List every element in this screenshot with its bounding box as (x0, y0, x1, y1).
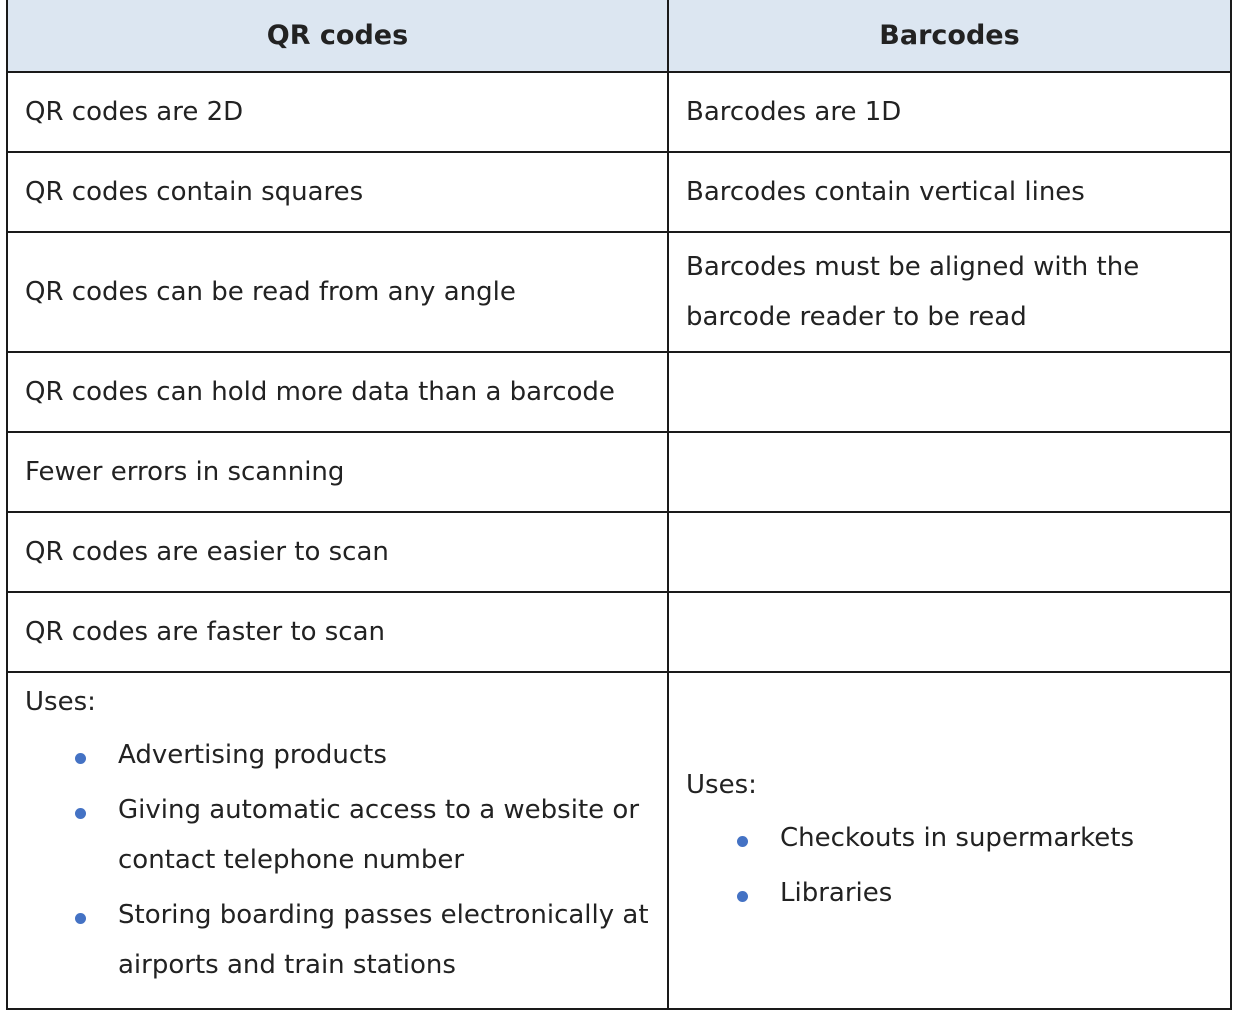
header-qr-codes: QR codes (7, 0, 668, 72)
bullet-icon (737, 891, 748, 902)
table-row (7, 592, 1231, 672)
list-item-text: Libraries (780, 878, 893, 908)
qr-cell: Fewer errors in scanning (7, 432, 668, 512)
bullet-icon (75, 913, 86, 924)
qr-vs-barcode-table (6, 0, 1232, 1010)
table-row (7, 352, 1231, 432)
barcode-uses-list (686, 813, 1230, 918)
bullet-icon (75, 753, 86, 764)
qr-uses-cell (7, 672, 668, 1009)
table-row (7, 432, 1231, 512)
barcode-cell-empty (668, 592, 1231, 672)
table-row (7, 512, 1231, 592)
barcode-uses-label: Uses: (686, 770, 757, 800)
qr-cell: QR codes are 2D (7, 72, 668, 152)
list-item (25, 785, 651, 885)
bullet-icon (75, 808, 86, 819)
barcode-cell-empty (668, 432, 1231, 512)
list-item-text: Storing boarding passes electronically at airports and train stations (118, 900, 649, 980)
qr-cell: QR codes can be read from any angle (7, 232, 668, 352)
list-item (686, 868, 1230, 918)
header-row (7, 0, 1231, 72)
qr-cell: QR codes can hold more data than a barcode (7, 352, 668, 432)
barcode-cell: Barcodes contain vertical lines (668, 152, 1231, 232)
list-item-text: Checkouts in supermarkets (780, 823, 1134, 853)
list-item (25, 730, 651, 780)
qr-cell: QR codes contain squares (7, 152, 668, 232)
barcode-cell-empty (668, 512, 1231, 592)
qr-cell: QR codes are faster to scan (7, 592, 668, 672)
qr-cell: QR codes are easier to scan (7, 512, 668, 592)
bullet-icon (737, 836, 748, 847)
table-row (7, 232, 1231, 352)
barcode-cell-empty (668, 352, 1231, 432)
qr-uses-list (25, 730, 651, 990)
list-item-text: Giving automatic access to a website or contact telephone number (118, 795, 640, 875)
list-item-text: Advertising products (118, 740, 387, 770)
qr-uses-label: Uses: (25, 687, 96, 717)
barcode-cell: Barcodes are 1D (668, 72, 1231, 152)
table-row (7, 72, 1231, 152)
list-item (25, 890, 651, 990)
header-barcodes: Barcodes (668, 0, 1231, 72)
barcode-uses-cell (668, 672, 1231, 1009)
uses-row (7, 672, 1231, 1009)
barcode-cell: Barcodes must be aligned with the barcode reader to be read (668, 232, 1231, 352)
list-item (686, 813, 1230, 863)
table-row (7, 152, 1231, 232)
